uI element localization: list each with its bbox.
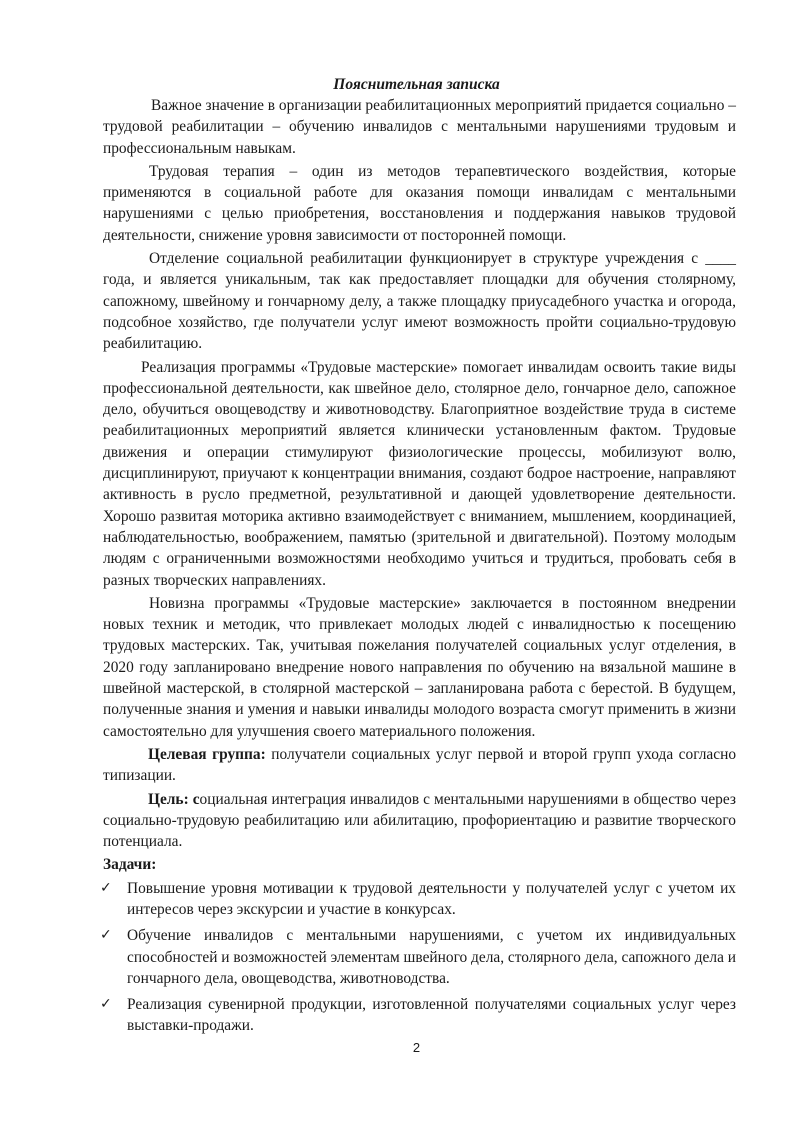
target-group-label: Целевая группа: bbox=[148, 745, 266, 763]
task-text: Обучение инвалидов с ментальными нарушениями, с учетом их индивидуальных способностей и возможностей элементам швейного дела, столярного дела, сапожного дела и гончарного дела, овощеводства, животноводства. bbox=[127, 927, 736, 987]
document-body bbox=[100, 95, 737, 1042]
task-text: Повышение уровня мотивации к трудовой деятельности у получателей услуг с учетом их интересов через экскурсии и участие в конкурсах. bbox=[127, 879, 736, 918]
goal-text: оциальная интеграция инвалидов с ментальными нарушениями в общество через социально-трудовую реабилитацию или абилитацию, профориентацию и развитие творческого потенциала. bbox=[103, 790, 736, 851]
paragraph-intro: Важное значение в организации реабилитационных мероприятий придается социально – трудовой реабилитации – обучению инвалидов с ментальными нарушениями трудовым и профессиональным навыкам. bbox=[103, 97, 736, 157]
checkmark-icon: ✓ bbox=[100, 996, 112, 1013]
task-item bbox=[100, 994, 736, 1037]
page-title: Пояснительная записка bbox=[333, 76, 500, 93]
page-number: 2 bbox=[412, 1040, 421, 1055]
goal-label: Цель: с bbox=[148, 790, 200, 808]
task-text: Реализация сувенирной продукции, изготовленной получателями социальных услуг через выставки-продажи. bbox=[127, 996, 736, 1035]
paragraph-department: Отделение социальной реабилитации функционирует в структуре учреждения с ____ года, и является уникальным, так как предоставляет площадки для обучения столярному, сапожному, швейному и гончарному делу, а также площадку приусадебного участка и огорода, подсобное хозяйство, где получатели услуг имеют возможность пройти социально-трудовую реабилитацию. bbox=[103, 250, 736, 353]
task-item bbox=[100, 925, 736, 989]
target-group-text: получатели социальных услуг первой и второй групп ухода согласно типизации. bbox=[103, 745, 737, 785]
tasks-heading: Задачи: bbox=[103, 856, 157, 874]
paragraph-labor-therapy: Трудовая терапия – один из методов терапевтического воздействия, которые применяются в социальной работе для оказания помощи инвалидам с ментальными нарушениями с целью приобретения, восстановления и поддержания навыков трудовой деятельности, снижение уровня зависимости от посторонней помощи. bbox=[103, 162, 736, 244]
tasks-list bbox=[100, 878, 736, 1037]
target-group-paragraph bbox=[103, 744, 736, 787]
task-item bbox=[100, 878, 736, 921]
checkmark-icon: ✓ bbox=[100, 927, 112, 944]
paragraph-novelty: Новизна программы «Трудовые мастерские» заключается в постоянном внедрении новых техник и методик, что привлекает молодых людей с инвалидностью к посещению трудовых мастерских. Так, учитывая пожелания получателей социальных услуг отделения, в 2020 году запланировано внедрение нового направления по обучению на вязальной машине в швейной мастерской, в столярной мастерской – запланирована работа с берестой. В будущем, полученные знания и умения и навыки инвалиды молодого возраста смогут применить в жизни самостоятельно для улучшения своего материального положения. bbox=[103, 594, 736, 740]
checkmark-icon: ✓ bbox=[100, 879, 112, 896]
paragraph-program: Реализация программы «Трудовые мастерские» помогает инвалидам освоить такие виды профессиональной деятельности, как швейное дело, столярное дело, гончарное дело, сапожное дело, обучиться овощеводству и животноводству. Благоприятное воздействие труда в системе реабилитационных мероприятий является клинически установленным фактом. Трудовые движения и операции стимулируют физиологические процессы, мобилизуют волю, дисциплинируют, приучают к концентрации внимания, создают бодрое настроение, направляют активность в русло предметной, результативной и дающей удовлетворение деятельности. Хорошо развитая моторика активно взаимодействует с вниманием, мышлением, координацией, наблюдательностью, воображением, памятью (зрительной и двигательной). Поэтому молодым людям с ограниченными возможностями необходимо учиться и трудиться, пробовать себя в разных творческих направлениях. bbox=[103, 358, 736, 589]
goal-paragraph bbox=[103, 789, 736, 853]
